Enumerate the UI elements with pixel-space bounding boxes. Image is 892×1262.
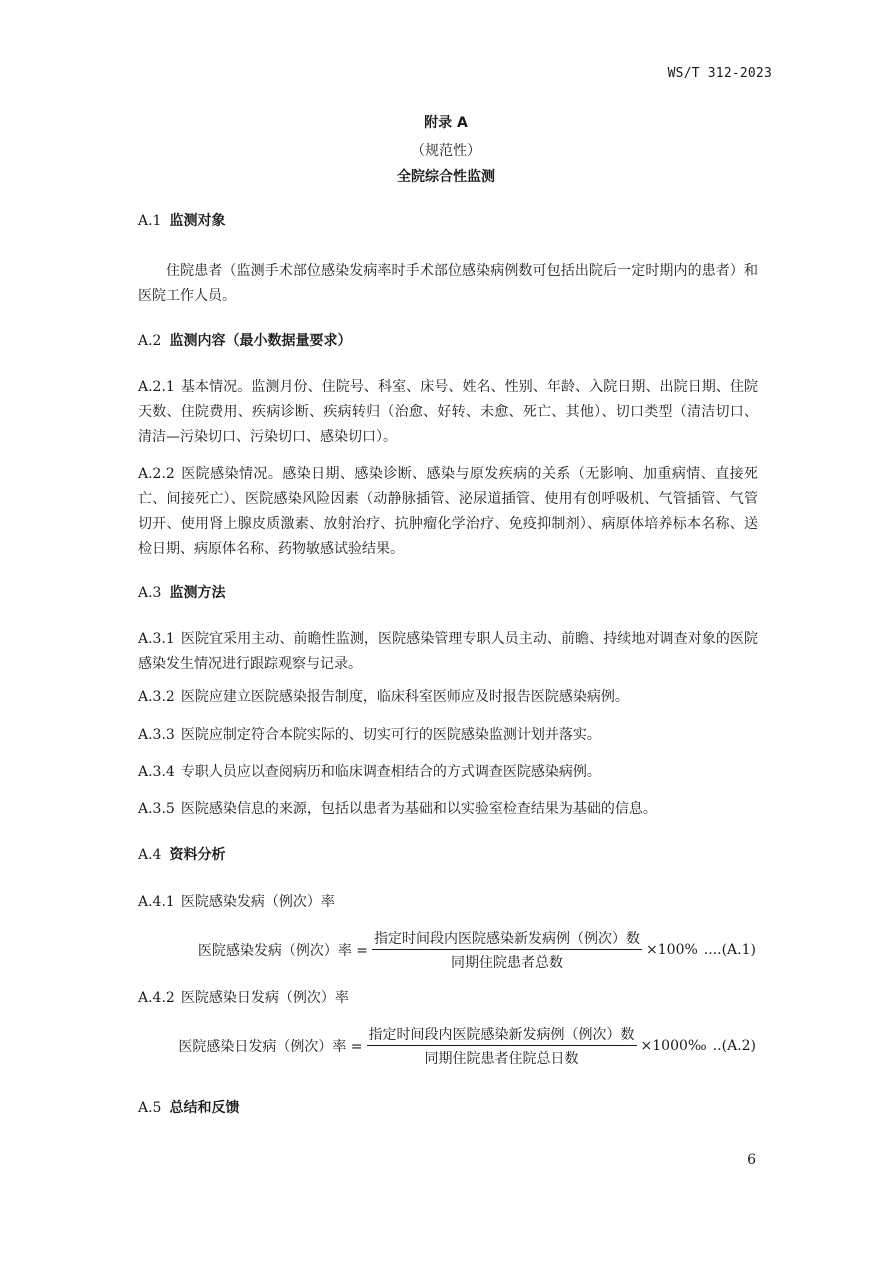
section-a2-heading (138, 329, 758, 354)
formula-numerator: 指定时间段内医院感染新发病例（例次）数 (372, 928, 642, 950)
clause-text: 医院宜采用主动、前瞻性监测，医院感染管理专职人员主动、前瞻、持续地对调查对象的医院感染发生情况进行跟踪观察与记录。 (138, 631, 758, 672)
formula-numerator: 指定时间段内医院感染新发病例（例次）数 (367, 1024, 637, 1046)
formula-lhs: 医院感染日发病（例次）率 = (178, 1039, 363, 1055)
section-a3-heading (138, 581, 758, 606)
section-number: A.4 (138, 847, 162, 863)
clause-a42 (138, 986, 758, 1011)
formula-equation-number: ..(A.2) (712, 1038, 756, 1054)
section-title: 监测方法 (169, 585, 226, 601)
clause-a33 (138, 723, 758, 748)
clause-a31 (138, 627, 758, 677)
clause-a41 (138, 890, 758, 915)
clause-a34 (138, 760, 758, 785)
section-a4-heading (138, 843, 758, 868)
clause-text: 医院应制定符合本院实际的、切实可行的医院感染监测计划并落实。 (180, 727, 601, 743)
appendix-title: 附录 A (424, 115, 468, 131)
formula-equation-number: ....(A.1) (703, 942, 756, 958)
section-title: 总结和反馈 (169, 1100, 240, 1116)
formula-denominator: 同期住院患者住院总日数 (424, 1051, 579, 1067)
formula-multiplier: ×1000‰ (640, 1038, 707, 1054)
formula-fraction (367, 1024, 637, 1068)
clause-number: A.2.2 (138, 466, 175, 482)
clause-text: 医院感染日发病（例次）率 (180, 990, 349, 1006)
clause-text: 医院感染发病（例次）率 (180, 894, 335, 910)
section-a5-heading (138, 1096, 758, 1121)
clause-number: A.3.4 (138, 764, 175, 780)
clause-text: 医院应建立医院感染报告制度，临床科室医师应及时报告医院感染病例。 (180, 689, 629, 705)
clause-a21 (138, 375, 758, 450)
clause-number: A.4.2 (138, 990, 175, 1006)
clause-text: 医院感染信息的来源，包括以患者为基础和以实验室检查结果为基础的信息。 (180, 801, 657, 817)
formula-fraction (372, 928, 642, 972)
section-title: 资料分析 (169, 847, 226, 863)
section-number: A.3 (138, 585, 162, 601)
clause-a35 (138, 797, 758, 822)
section-number: A.1 (138, 213, 162, 229)
clause-number: A.3.2 (138, 689, 175, 705)
page-number: 6 (747, 1152, 756, 1168)
clause-text: 基本情况。监测月份、住院号、科室、床号、姓名、性别、年龄、入院日期、出院日期、住院天数、住院费用、疾病诊断、疾病转归（治愈、好转、未愈、死亡、其他）、切口类型（清洁切口、清洁—污染切口、污染切口、感染切口）。 (138, 379, 758, 445)
clause-a32 (138, 685, 758, 710)
clause-a22 (138, 462, 758, 562)
formula-multiplier: ×100% (646, 942, 698, 958)
formula-a2 (138, 1024, 756, 1068)
section-a1-text: 住院患者（监测手术部位感染发病率时手术部位感染病例数可包括出院后一定时期内的患者）和医院工作人员。 (138, 263, 758, 304)
clause-text: 医院感染情况。感染日期、感染诊断、感染与原发疾病的关系（无影响、加重病情、直接死亡、间接死亡）、医院感染风险因素（动静脉插管、泌尿道插管、使用有创呼吸机、气管插管、气管切开、使用肾上腺皮质激素、放射治疗、抗肿瘤化学治疗、免疫抑制剂）、病原体培养标本名称、送检日期、病原体名称、药物敏感试验结果。 (138, 466, 758, 557)
clause-number: A.4.1 (138, 894, 175, 910)
section-number: A.2 (138, 333, 162, 349)
appendix-type: （规范性） (411, 143, 481, 159)
appendix-name: 全院综合性监测 (397, 169, 495, 185)
section-title: 监测内容（最小数据量要求） (169, 333, 352, 349)
section-number: A.5 (138, 1100, 162, 1116)
clause-number: A.3.1 (138, 631, 175, 647)
standard-number: WS/T 312-2023 (667, 66, 772, 81)
clause-text: 专职人员应以查阅病历和临床调查相结合的方式调查医院感染病例。 (180, 764, 601, 780)
formula-lhs: 医院感染发病（例次）率 = (197, 943, 369, 959)
formula-denominator: 同期住院患者总数 (451, 955, 564, 971)
section-title: 监测对象 (169, 213, 226, 229)
clause-number: A.3.5 (138, 801, 175, 817)
clause-number: A.3.3 (138, 727, 175, 743)
section-a1-heading (138, 209, 758, 234)
formula-a1 (138, 928, 756, 972)
clause-number: A.2.1 (138, 379, 175, 395)
